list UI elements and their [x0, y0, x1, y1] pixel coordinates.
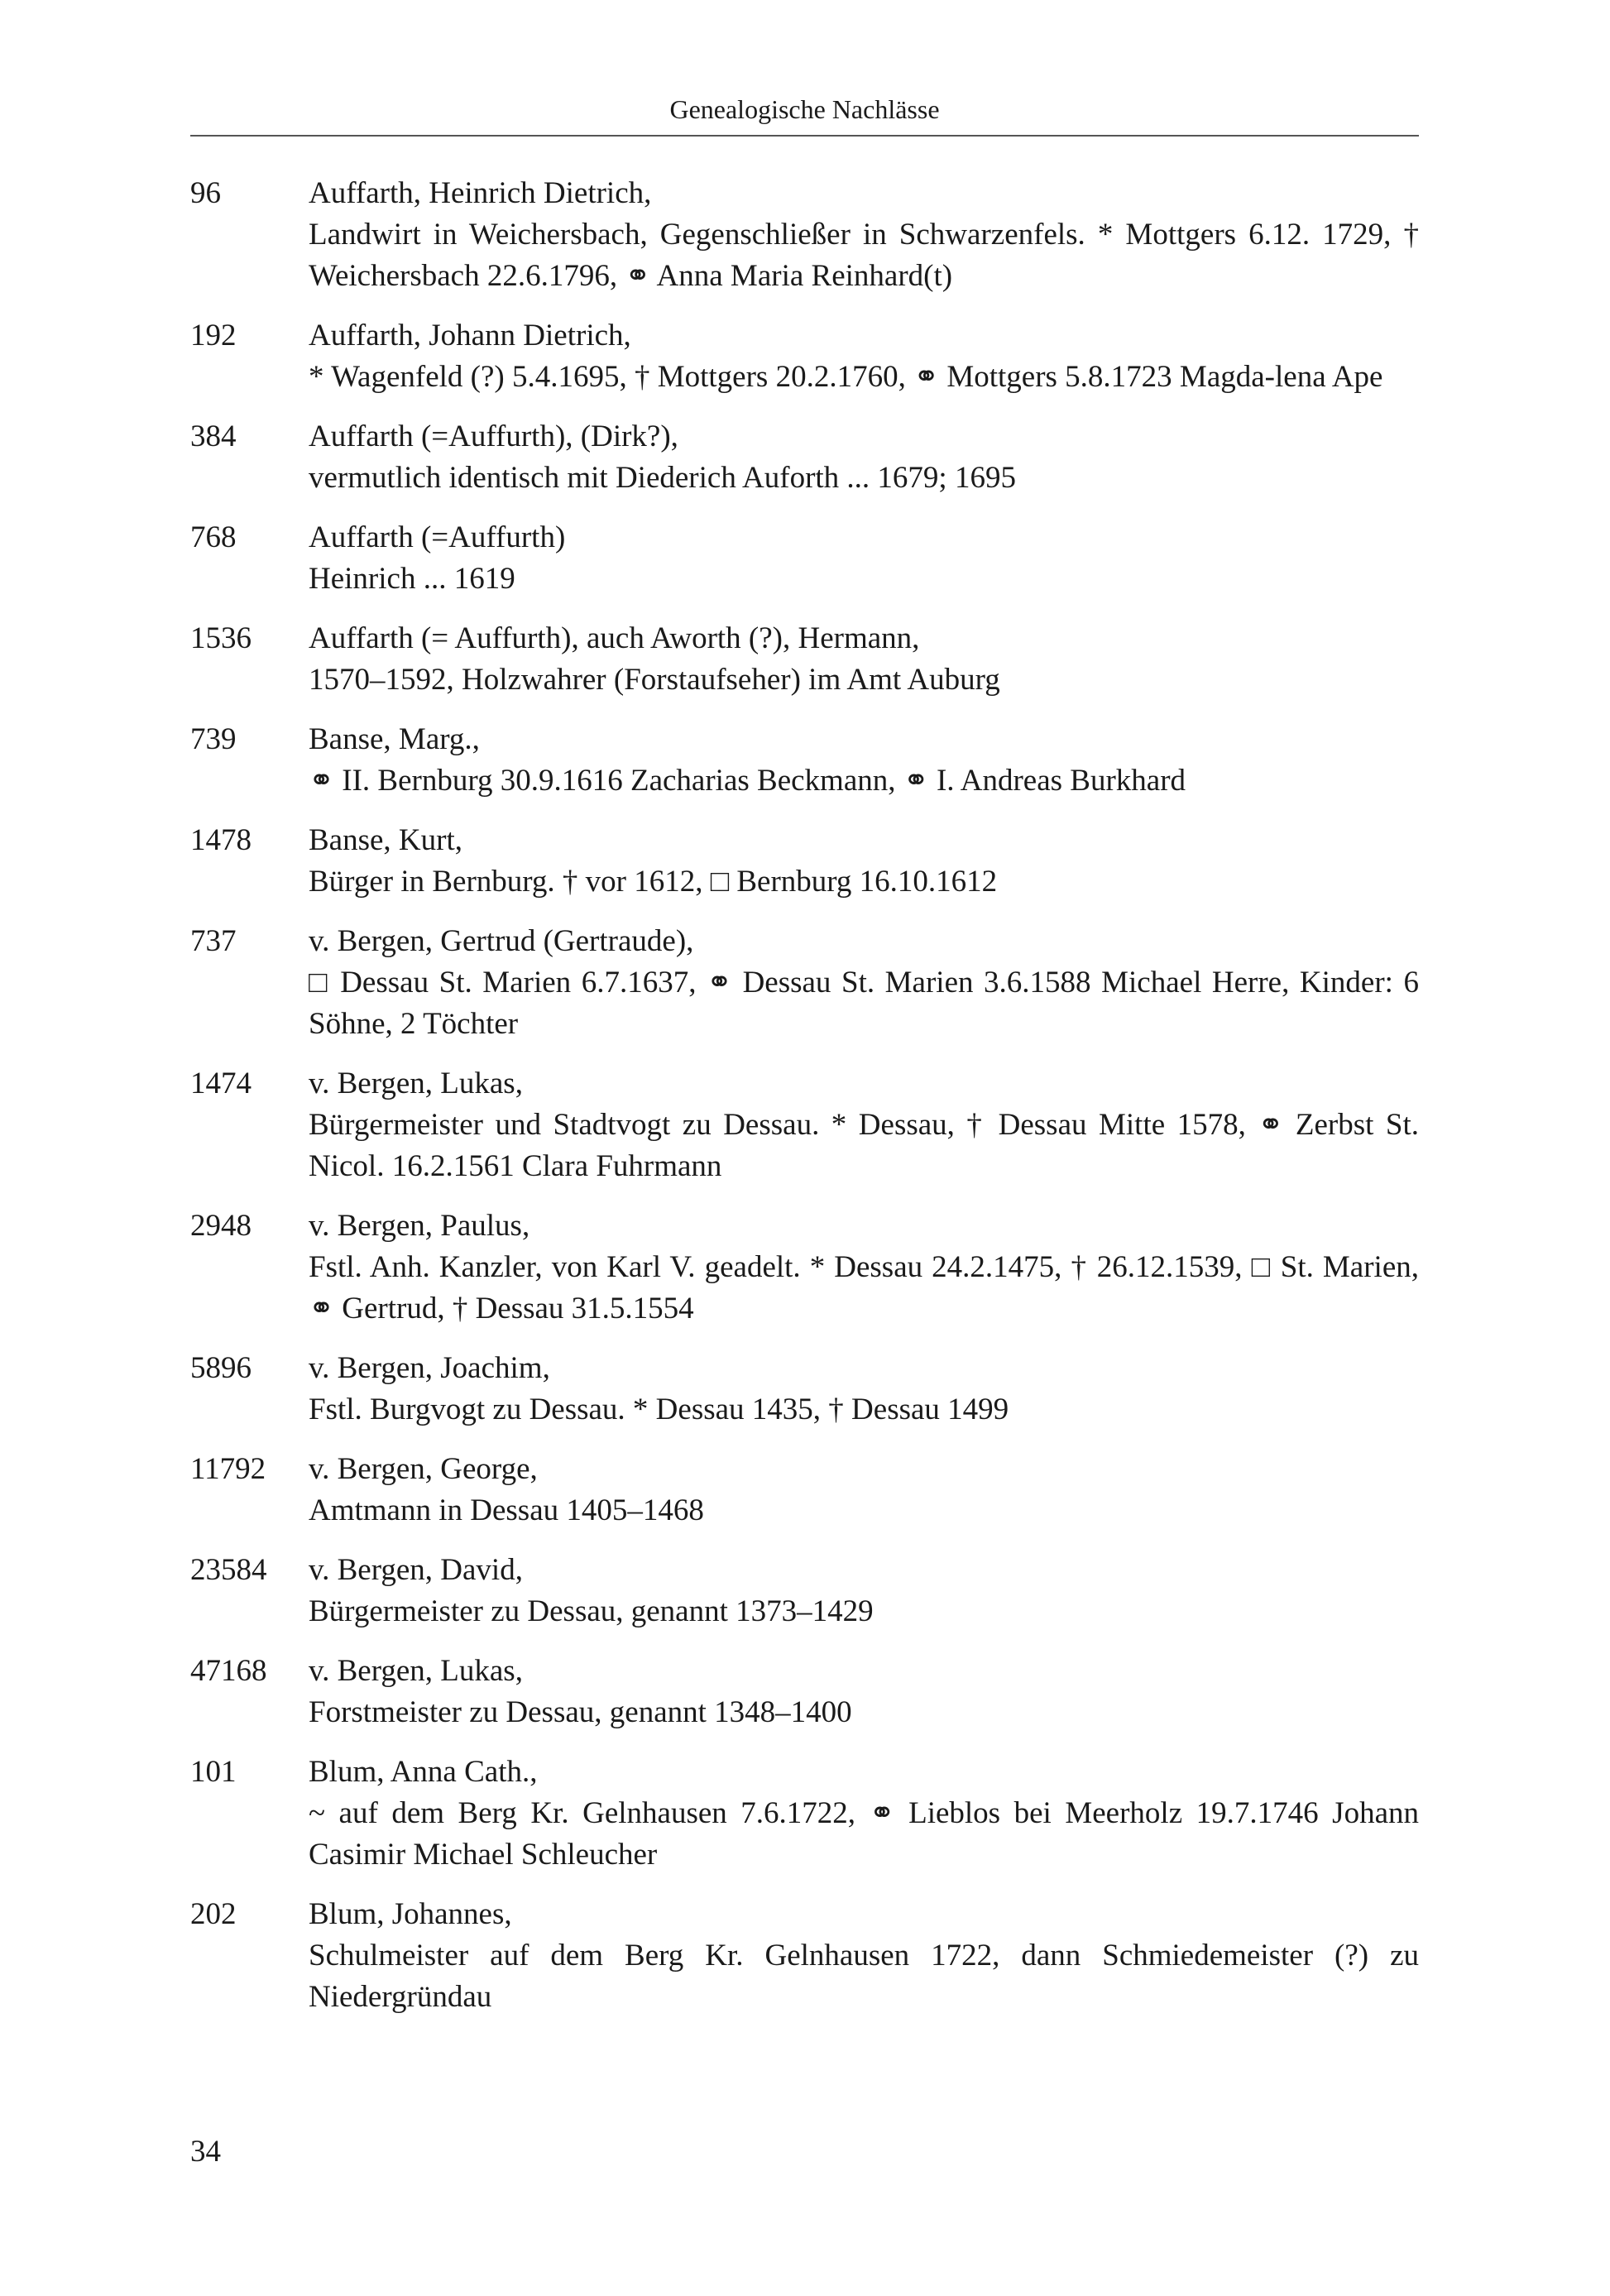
genealogy-entry — [190, 517, 1419, 600]
entry-body — [309, 921, 1419, 1045]
entry-name: v. Bergen, Lukas, — [309, 1067, 523, 1100]
genealogy-entry — [190, 1752, 1419, 1876]
entry-name: v. Bergen, Gertrud (Gertraude), — [309, 924, 694, 958]
entry-body — [309, 1348, 1419, 1431]
entry-number: 192 — [190, 319, 237, 352]
entry-name: Auffarth, Johann Dietrich, — [309, 319, 631, 352]
genealogy-entry — [190, 1894, 1419, 2018]
entry-name: v. Bergen, David, — [309, 1553, 523, 1587]
entry-details: Landwirt in Weichersbach, Gegenschließer in Schwarzenfels. * Mottgers 6.12. 1729, † Weichersbach 22.6.1796, ⚭ Anna Maria Reinhard(t) — [309, 218, 1419, 293]
entry-number: 1478 — [190, 823, 252, 857]
entry-details: Amtmann in Dessau 1405–1468 — [309, 1493, 704, 1527]
entry-number: 5896 — [190, 1351, 252, 1385]
entry-details: * Wagenfeld (?) 5.4.1695, † Mottgers 20.2.1760, ⚭ Mottgers 5.8.1723 Magda-lena Ape — [309, 360, 1383, 394]
entry-number: 96 — [190, 176, 221, 210]
entry-body — [309, 315, 1419, 398]
genealogy-entry — [190, 1348, 1419, 1431]
genealogy-entry — [190, 1206, 1419, 1330]
entry-name: v. Bergen, Lukas, — [309, 1654, 523, 1688]
entry-details: Fstl. Burgvogt zu Dessau. * Dessau 1435, † Dessau 1499 — [309, 1392, 1009, 1426]
entry-name: v. Bergen, Paulus, — [309, 1209, 530, 1243]
entry-details: Bürgermeister und Stadtvogt zu Dessau. * Dessau, † Dessau Mitte 1578, ⚭ Zerbst St. Nicol. 16.2.1561 Clara Fuhrmann — [309, 1108, 1419, 1183]
genealogy-entry — [190, 1449, 1419, 1531]
entry-details: 1570–1592, Holzwahrer (Forstaufseher) im Amt Auburg — [309, 663, 1000, 697]
genealogy-entry — [190, 921, 1419, 1045]
entry-number: 47168 — [190, 1654, 267, 1688]
entry-number: 11792 — [190, 1452, 266, 1486]
entry-details: Schulmeister auf dem Berg Kr. Gelnhausen 1722, dann Schmiedemeister (?) zu Niedergründau — [309, 1939, 1419, 2014]
entry-body — [309, 1449, 1419, 1531]
entry-details: ~ auf dem Berg Kr. Gelnhausen 7.6.1722, ⚭ Lieblos bei Meerholz 19.7.1746 Johann Casimir Michael Schleucher — [309, 1796, 1419, 1872]
entry-name: Blum, Johannes, — [309, 1897, 512, 1931]
entry-list — [190, 173, 1419, 2036]
genealogy-entry — [190, 416, 1419, 499]
entry-body — [309, 416, 1419, 499]
genealogy-entry — [190, 1550, 1419, 1632]
genealogy-entry — [190, 173, 1419, 297]
entry-name: Blum, Anna Cath., — [309, 1755, 538, 1789]
entry-number: 1536 — [190, 621, 252, 655]
entry-body — [309, 618, 1419, 701]
entry-body — [309, 1550, 1419, 1632]
entry-number: 1474 — [190, 1067, 252, 1100]
entry-body — [309, 517, 1419, 600]
entry-name: Auffarth (=Auffurth) — [309, 520, 566, 554]
genealogy-entry — [190, 820, 1419, 903]
entry-number: 384 — [190, 419, 237, 453]
entry-name: v. Bergen, George, — [309, 1452, 538, 1486]
entry-body — [309, 1651, 1419, 1733]
entry-body — [309, 1063, 1419, 1187]
entry-number: 202 — [190, 1897, 237, 1931]
genealogy-entry — [190, 618, 1419, 701]
header-rule — [190, 135, 1419, 137]
entry-name: Auffarth, Heinrich Dietrich, — [309, 176, 652, 210]
entry-number: 23584 — [190, 1553, 267, 1587]
page-number: 34 — [190, 2135, 221, 2169]
entry-name: v. Bergen, Joachim, — [309, 1351, 550, 1385]
entry-name: Banse, Marg., — [309, 722, 480, 756]
entry-details: ⚭ II. Bernburg 30.9.1616 Zacharias Beckmann, ⚭ I. Andreas Burkhard — [309, 764, 1186, 798]
entry-body — [309, 719, 1419, 802]
entry-body — [309, 1206, 1419, 1330]
entry-details: vermutlich identisch mit Diederich Auforth ... 1679; 1695 — [309, 461, 1016, 495]
entry-number: 101 — [190, 1755, 237, 1789]
entry-body — [309, 1752, 1419, 1876]
entry-details: Fstl. Anh. Kanzler, von Karl V. geadelt. * Dessau 24.2.1475, † 26.12.1539, □ St. Marien, ⚭ Gertrud, † Dessau 31.5.1554 — [309, 1250, 1419, 1325]
entry-details: Heinrich ... 1619 — [309, 562, 515, 596]
genealogy-entry — [190, 719, 1419, 802]
running-head: Genealogische Nachlässe — [669, 94, 940, 124]
entry-details: Forstmeister zu Dessau, genannt 1348–1400 — [309, 1695, 852, 1729]
entry-body — [309, 1894, 1419, 2018]
entry-number: 739 — [190, 722, 237, 756]
genealogy-entry — [190, 1651, 1419, 1733]
entry-details: Bürger in Bernburg. † vor 1612, □ Bernburg 16.10.1612 — [309, 865, 998, 899]
entry-body — [309, 173, 1419, 297]
entry-details: Bürgermeister zu Dessau, genannt 1373–1429 — [309, 1594, 874, 1628]
entry-name: Auffarth (=Auffurth), (Dirk?), — [309, 419, 678, 453]
entry-number: 2948 — [190, 1209, 252, 1243]
entry-number: 768 — [190, 520, 237, 554]
genealogy-entry — [190, 1063, 1419, 1187]
entry-number: 737 — [190, 924, 237, 958]
entry-body — [309, 820, 1419, 903]
entry-details: □ Dessau St. Marien 6.7.1637, ⚭ Dessau St. Marien 3.6.1588 Michael Herre, Kinder: 6 Söhne, 2 Töchter — [309, 966, 1419, 1041]
genealogy-entry — [190, 315, 1419, 398]
entry-name: Auffarth (= Auffurth), auch Aworth (?), Hermann, — [309, 621, 920, 655]
entry-name: Banse, Kurt, — [309, 823, 462, 857]
